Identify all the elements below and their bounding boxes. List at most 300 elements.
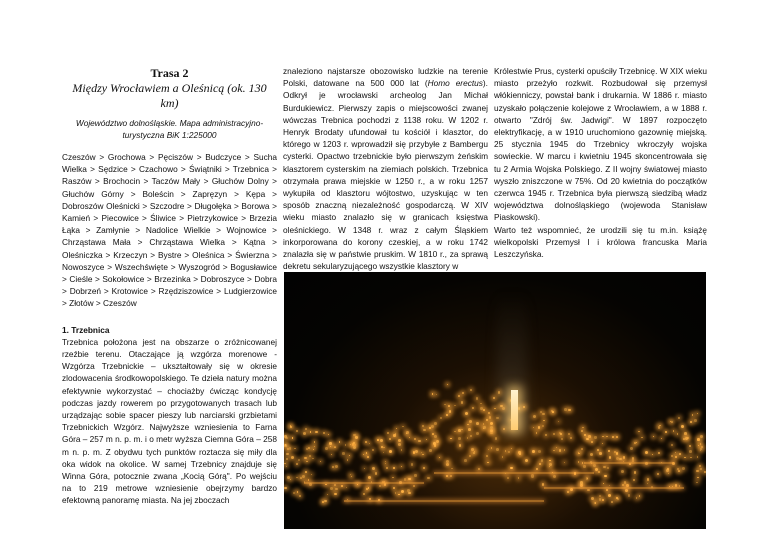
town-light [315, 431, 317, 433]
town-light [619, 458, 621, 460]
town-light [697, 477, 698, 478]
town-light [334, 493, 337, 496]
town-light [469, 420, 472, 423]
town-light [329, 442, 332, 445]
town-light [436, 440, 439, 443]
town-light [581, 430, 583, 432]
town-light [591, 497, 594, 500]
town-light [564, 408, 567, 411]
town-light [476, 432, 479, 435]
town-light [604, 475, 607, 478]
town-light [291, 456, 294, 459]
town-light [415, 450, 418, 453]
town-light [372, 449, 374, 451]
town-light [368, 487, 370, 489]
town-light [594, 502, 596, 504]
town-light [536, 432, 538, 434]
town-light [689, 445, 690, 446]
town-light [542, 425, 544, 427]
town-light [582, 462, 584, 464]
town-light [661, 438, 662, 439]
town-light [398, 443, 401, 446]
town-light [556, 447, 557, 448]
page-title: Trasa 2 [150, 66, 189, 80]
town-light [387, 432, 389, 434]
town-light [422, 454, 423, 455]
paragraph-col1: Trzebnica położona jest na obszarze o zróżnicowanej rzeźbie terenu. Otaczające ją wzgórza morenowe - Wzgórza Trzebnickie – ukształtowały się w okresie zlodowacenia środkowopolskiego. Te dzieła natury można efektywnie wykorzystać – chociażby ćwicząc kondycję podczas jazdy rowerem po przygotowanych trasach lub urządzając sobie spacer pieszy lub narciarski grzbietami Trzebnickich Wzgórz. Najwyższe wzniesienia to Farna Góra – 257 m n. p. m. i o metr wyższa Ciemna Góra – 258 m n. p. m. Z obydwu tych punktów roztacza się miły dla oka widok na okolice. W samej Trzebnicy znajduje się Winna Góra, potocznie zwana „Kocią Górą". Po wejściu na to 219 metrowe wzniesienie obejrzymy bardzo efektowną panoramę miasta. Na jej zboczach [62, 336, 277, 506]
town-light [700, 468, 702, 470]
town-light [658, 452, 660, 454]
town-light [284, 444, 287, 447]
town-light [553, 450, 554, 451]
town-light [284, 463, 285, 464]
route-list: Czeszów > Grochowa > Pęciszów > Budczyce > Sucha Wielka > Sędzice > Czachowo > Świątniki > Trzebnica > Raszów > Brochocin > Taczów Mały > Głuchów Dolny > Głuchów Górny > Boleścin > Zapręzyn > Kępa > Dobroszów Oleśnicki > Szczodre > Długołęka > Borowa > Kamień > Piecowice > Śliwice > Pietrzykowice > Brzezia Łąka > Zamłynie > Nadolice Wielkie > Wojnowice > Chrząstawa Mała > Chrząstawa Wielka > Kątna > Oleśniczka > Krzeczyn > Bystre > Oleśnica > Świerzna > Nowoszyce > Wszechświęte > Wyszogród > Bogusławice > Cieśle > Sokołowice > Brzezinka > Dobroszyce > Dobra > Dobrzeń > Krotowice > Rzędziszowice > Ludgierzowice > Złotów > Czeszów [62, 152, 277, 309]
paragraph-col3: Królestwie Prus, cysterki opuściły Trzebnicę. W XIX wieku miasto przeżyło rozkwit. Rozbudował się przemysł włókienniczy, powstał bank i drukarnia. W 1886 r. miasto uzyskało połączenie kolejowe z Wrocławiem, a w 1888 r. otwarto "Zdrój św. Jadwigi". W 1897 rozpoczęto elektryfikację, a w 1910 uruchomiono gazownię miejską. 25 stycznia 1945 do Trzebnicy wkroczyły wojska sowieckie. W marcu i kwietniu 1945 skoncentrowała się tu 2 Armia Wojska Polskiego. Z II wojny światowej miasto wyszło zniszczone w 75%. Od 20 kwietnia do początków czerwca 1945 r. Trzebnica była pierwszą siedzibą władz województwa dolnośląskiego (wojewoda Stanisław Piaskowski). [494, 66, 707, 223]
town-light [518, 407, 520, 409]
town-light [409, 437, 410, 438]
town-light [377, 439, 379, 441]
town-light [467, 437, 468, 438]
street-light-line [434, 472, 594, 474]
town-light [594, 436, 596, 438]
town-light [458, 395, 460, 397]
town-light [558, 421, 559, 422]
town-light [564, 462, 565, 463]
town-light [502, 456, 504, 458]
town-light [434, 435, 437, 438]
town-light [386, 467, 388, 469]
town-light [673, 430, 674, 431]
town-light [623, 456, 625, 458]
town-light [621, 470, 624, 473]
town-light [446, 460, 449, 463]
town-light [402, 426, 404, 428]
town-light [489, 416, 491, 418]
town-light [381, 446, 383, 448]
town-light [341, 485, 343, 487]
town-light [308, 447, 310, 449]
town-light [334, 447, 336, 449]
town-light [532, 450, 535, 453]
town-light [679, 453, 681, 455]
town-light [325, 447, 328, 450]
town-light [622, 484, 624, 486]
paragraph-col2-part-a: znaleziono najstarsze obozowisko ludzkie na terenie Polski, datowane na 500 000 lat ( [283, 66, 488, 89]
town-light [690, 421, 692, 423]
town-light [675, 452, 676, 453]
town-light [665, 431, 667, 433]
town-light [389, 438, 391, 440]
town-light [469, 455, 471, 457]
town-light [636, 497, 637, 498]
town-light [599, 452, 602, 455]
town-light [502, 407, 505, 410]
town-light [639, 495, 641, 497]
church-tower-shape [511, 390, 518, 430]
map-source-note: Województwo dolnośląskie. Mapa administracyjno-turystyczna BiK 1:225000 [75, 118, 264, 140]
town-light [700, 450, 701, 451]
town-light [309, 455, 311, 457]
town-light [372, 467, 375, 470]
town-light [641, 437, 642, 438]
town-light [458, 429, 461, 432]
town-light [470, 389, 472, 391]
town-light [578, 461, 580, 463]
town-light [507, 477, 509, 479]
town-light [284, 435, 287, 438]
town-light [347, 459, 349, 461]
town-light [549, 466, 550, 467]
town-light [284, 487, 286, 489]
town-light [436, 394, 437, 395]
town-light [591, 441, 593, 443]
town-light [335, 488, 337, 490]
town-light [606, 489, 608, 491]
town-light [549, 463, 552, 466]
town-light [636, 442, 637, 443]
town-light [666, 469, 669, 472]
town-light [462, 392, 464, 394]
town-light [310, 431, 311, 432]
town-light [697, 438, 700, 441]
town-light [429, 449, 432, 452]
town-light [470, 435, 472, 437]
town-light [488, 449, 489, 450]
town-light [349, 455, 351, 457]
town-light [367, 456, 369, 458]
street-light-line [544, 487, 684, 489]
town-light [323, 432, 325, 434]
town-light [616, 457, 619, 460]
town-light [446, 463, 449, 466]
paragraph-col3-second: Warto też wspomnieć, że urodzili się tu m.in. książę wielkopolski Przemysł I i królowa francuska Maria Leszczyńska. [494, 224, 707, 260]
town-light [286, 466, 287, 467]
town-light [401, 466, 402, 467]
town-light [331, 454, 332, 455]
town-light [411, 463, 413, 465]
town-light [447, 384, 448, 385]
town-light [395, 492, 396, 493]
town-light [408, 478, 410, 480]
night-town-photo [284, 272, 706, 529]
town-light [296, 430, 299, 433]
town-light [531, 474, 534, 477]
town-light [422, 425, 424, 427]
town-light [365, 441, 367, 443]
town-light [458, 437, 461, 440]
street-light-line [304, 482, 424, 484]
town-light [385, 461, 386, 462]
town-light [296, 463, 298, 465]
town-light [385, 463, 386, 464]
town-light [549, 460, 551, 462]
town-light [363, 493, 365, 495]
town-light [401, 449, 403, 451]
town-light [671, 421, 673, 423]
town-light [451, 468, 452, 469]
town-light [599, 495, 601, 497]
town-light [647, 483, 648, 484]
town-light [311, 474, 313, 476]
town-light [552, 411, 554, 413]
town-light [578, 452, 579, 453]
town-light [398, 439, 401, 442]
column-right [494, 65, 707, 260]
town-light [448, 405, 450, 407]
town-light [678, 470, 680, 472]
town-light [597, 449, 598, 450]
town-light [413, 485, 415, 487]
town-light [335, 465, 338, 468]
town-light [598, 471, 600, 473]
town-light [433, 442, 436, 445]
town-light [418, 440, 420, 442]
town-light [584, 434, 586, 436]
town-light [308, 479, 309, 480]
town-light [286, 453, 288, 455]
town-light [487, 462, 488, 463]
town-light [290, 479, 291, 480]
town-light [392, 477, 394, 479]
town-light [645, 451, 648, 454]
town-light [468, 428, 471, 431]
town-light [440, 417, 442, 419]
town-light [324, 500, 327, 503]
town-light [681, 425, 684, 428]
town-light [697, 413, 698, 414]
town-light [421, 452, 422, 453]
town-light [567, 491, 569, 493]
town-light [490, 430, 492, 432]
town-light [608, 450, 610, 452]
town-light [490, 422, 493, 425]
town-light [538, 450, 541, 453]
town-light [653, 436, 654, 437]
town-light [351, 476, 352, 477]
town-lights [284, 272, 706, 529]
town-light [294, 448, 296, 450]
town-light [533, 415, 536, 418]
town-light [678, 417, 680, 419]
town-light [496, 417, 499, 420]
town-light [369, 443, 370, 444]
town-light [305, 428, 306, 429]
town-light [305, 471, 307, 473]
town-light [339, 441, 340, 442]
town-light [510, 467, 512, 469]
town-light [633, 479, 635, 481]
town-light [461, 401, 463, 403]
town-light [379, 485, 382, 488]
town-light [539, 463, 541, 465]
town-light [334, 484, 336, 486]
town-light [612, 436, 614, 438]
italic-term: Homo erectus [427, 78, 483, 89]
town-light [327, 494, 328, 495]
town-light [518, 477, 520, 479]
town-light [393, 487, 395, 489]
town-light [490, 432, 493, 435]
town-light [480, 403, 481, 404]
town-light [684, 432, 687, 435]
town-light [292, 437, 294, 439]
town-light [398, 494, 399, 495]
town-light [599, 498, 602, 501]
town-light [602, 436, 604, 438]
town-light [293, 492, 295, 494]
town-light [630, 447, 633, 450]
town-light [553, 475, 556, 478]
town-light [296, 477, 298, 479]
town-light [491, 447, 493, 449]
town-light [616, 436, 618, 438]
town-light [483, 426, 485, 428]
town-light [659, 425, 661, 427]
town-light [690, 457, 692, 459]
town-light [446, 475, 448, 477]
town-light [560, 433, 562, 435]
town-light [450, 475, 452, 477]
town-light [704, 471, 706, 474]
town-light [602, 443, 603, 444]
town-light [671, 444, 673, 446]
section-heading: 1. Trzebnica [62, 324, 110, 335]
town-light [353, 446, 356, 449]
town-light [414, 474, 416, 476]
town-light [505, 450, 507, 452]
town-light [366, 452, 367, 453]
town-light [519, 453, 521, 455]
town-light [542, 483, 544, 485]
town-light [638, 431, 640, 433]
town-light [364, 468, 365, 469]
town-light [525, 459, 528, 462]
town-light [290, 426, 292, 428]
town-light [414, 438, 416, 440]
town-light [685, 437, 688, 440]
town-light [677, 433, 679, 435]
town-light [682, 467, 685, 470]
town-light [632, 457, 635, 460]
town-light [603, 483, 605, 485]
town-light [464, 459, 467, 462]
town-light [568, 409, 570, 411]
town-light [461, 429, 463, 431]
town-light [383, 447, 385, 449]
town-light [303, 432, 306, 435]
town-light [616, 452, 618, 454]
town-light [363, 454, 364, 455]
town-light [444, 404, 446, 406]
town-light [406, 433, 407, 434]
town-light [658, 426, 660, 428]
town-light [459, 444, 462, 447]
town-light [304, 457, 306, 459]
column-middle [283, 65, 488, 272]
town-light [593, 464, 596, 467]
town-light [607, 467, 609, 469]
town-light [350, 474, 351, 475]
town-light [328, 434, 329, 435]
town-light [538, 426, 540, 428]
town-light [330, 446, 331, 447]
town-light [320, 461, 321, 462]
town-light [683, 438, 685, 440]
column-left [62, 62, 277, 507]
town-light [450, 438, 452, 440]
town-light [503, 428, 505, 430]
town-light [564, 449, 565, 450]
town-light [408, 492, 411, 495]
town-light [696, 470, 698, 472]
town-light [657, 473, 659, 475]
town-light [500, 405, 503, 408]
town-light [396, 428, 397, 429]
town-light [476, 397, 479, 400]
town-light [467, 424, 469, 426]
town-light [472, 407, 474, 409]
town-light [471, 448, 474, 451]
town-light [439, 457, 440, 458]
town-light [700, 443, 702, 445]
town-light [581, 448, 583, 450]
town-light [603, 466, 606, 469]
town-light [495, 437, 497, 439]
town-light [692, 414, 694, 416]
town-light [401, 490, 404, 493]
town-light [699, 465, 700, 466]
town-light [580, 481, 583, 484]
town-light [647, 478, 649, 480]
town-light [298, 459, 300, 461]
town-light [561, 438, 563, 440]
town-light [609, 456, 612, 459]
town-light [511, 448, 512, 449]
town-light [553, 433, 555, 435]
town-light [496, 448, 499, 451]
town-light [297, 491, 299, 493]
town-light [314, 441, 315, 442]
town-light [300, 477, 302, 479]
town-light [353, 442, 355, 444]
town-light [346, 487, 347, 488]
town-light [634, 471, 637, 474]
town-light [449, 410, 452, 413]
town-light [286, 458, 288, 460]
town-light [306, 461, 307, 462]
town-light [395, 433, 397, 435]
town-light [583, 465, 586, 468]
town-light [508, 451, 510, 453]
town-light [533, 427, 534, 428]
paragraph-col2 [283, 65, 488, 272]
town-light [314, 446, 315, 447]
town-light [454, 431, 455, 432]
town-light [454, 405, 456, 407]
town-light [483, 423, 484, 424]
town-light [698, 445, 699, 446]
town-light [700, 448, 703, 451]
town-light [611, 501, 613, 503]
town-light [476, 422, 479, 425]
town-light [302, 475, 305, 478]
town-light [628, 494, 631, 497]
town-light [568, 433, 570, 435]
town-light [609, 485, 611, 487]
town-light [494, 408, 495, 409]
town-light [427, 477, 429, 479]
town-light [368, 476, 371, 479]
